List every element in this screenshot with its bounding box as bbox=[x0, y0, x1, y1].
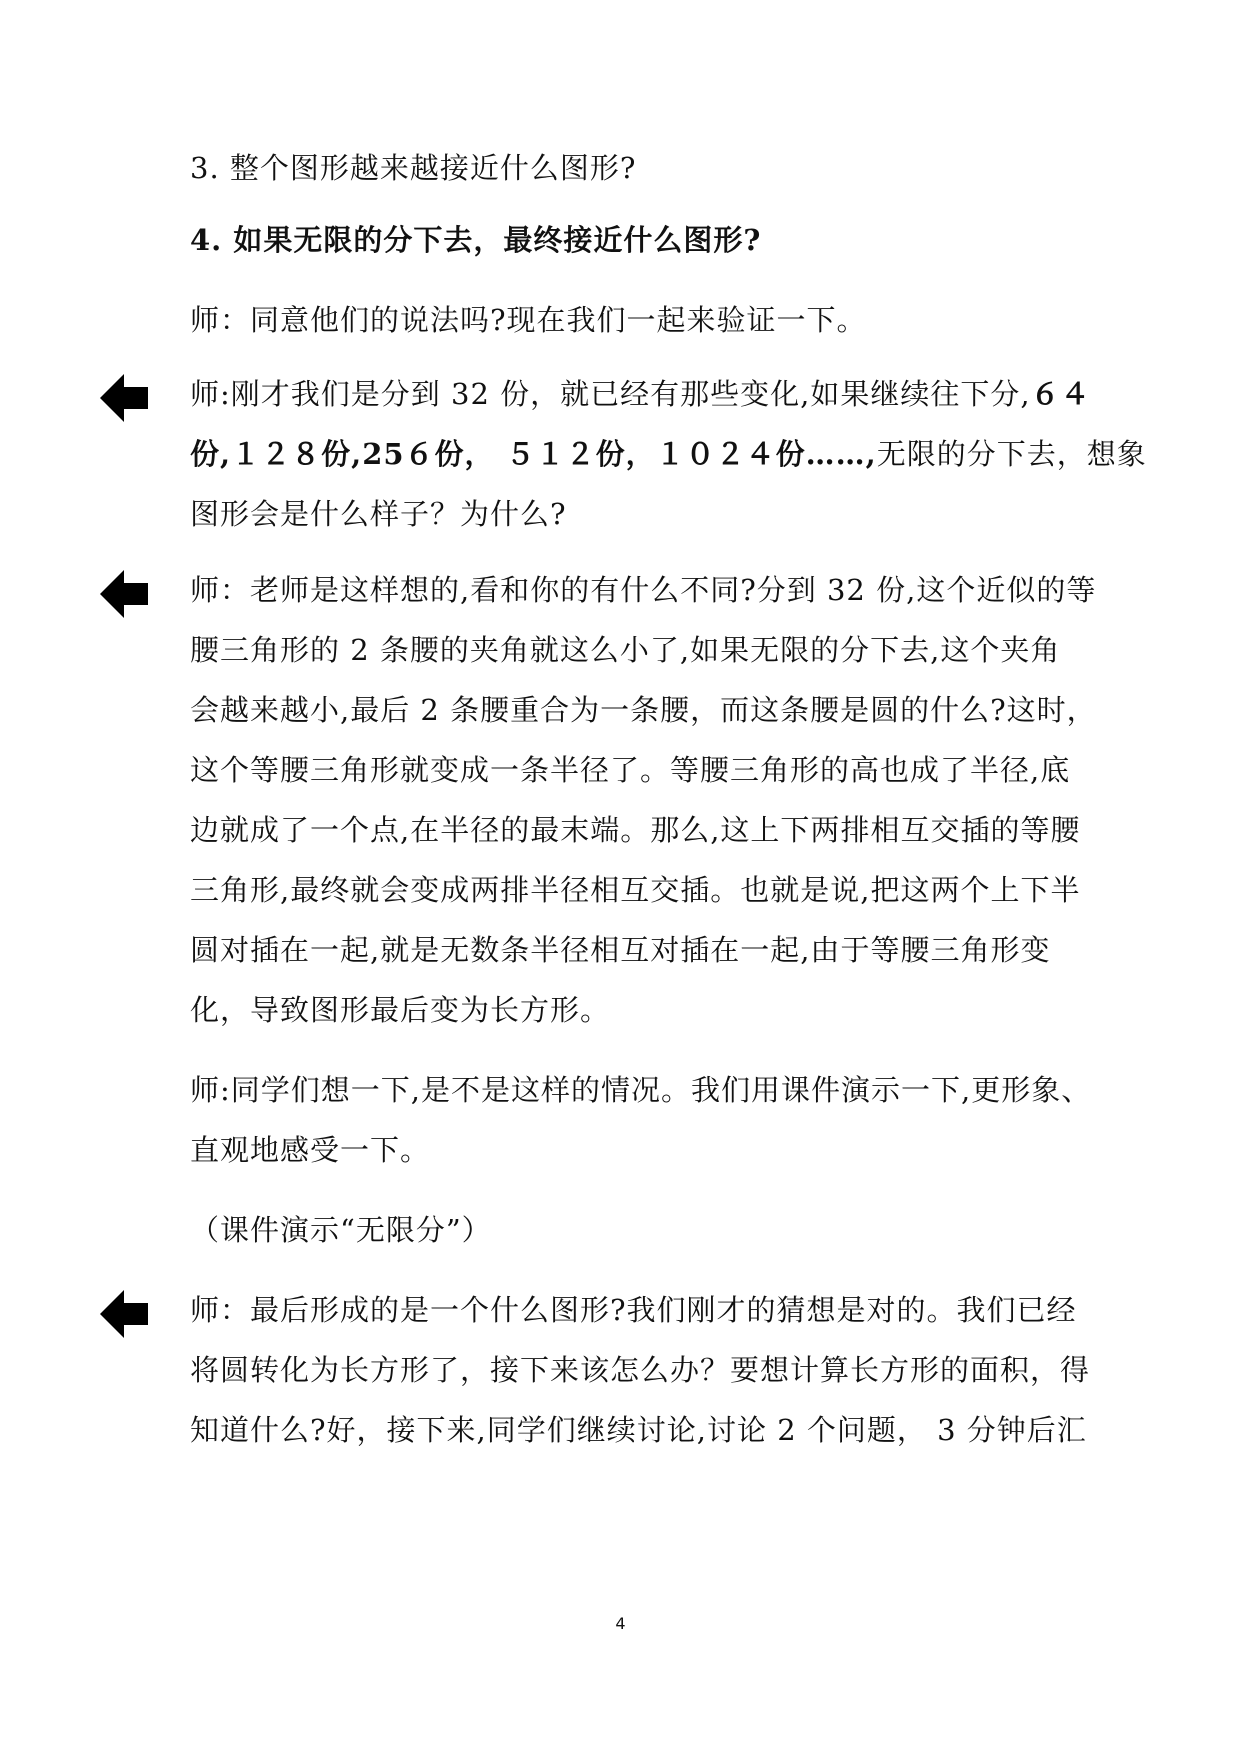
left-arrow-icon bbox=[100, 372, 148, 424]
paragraph-3-line-6: 三角形,最终就会变成两排半径相互交插。也就是说,把这两个上下半 bbox=[190, 873, 1081, 907]
paragraph-4-line-1: 师:同学们想一下,是不是这样的情况。我们用课件演示一下,更形象、 bbox=[190, 1073, 1092, 1107]
paragraph-1: 师：同意他们的说法吗?现在我们一起来验证一下。 bbox=[190, 303, 867, 337]
paragraph-3-line-1: 师：老师是这样想的,看和你的有什么不同?分到 32 份,这个近似的等 bbox=[190, 573, 1097, 607]
paragraph-3-line-7: 圆对插在一起,就是无数条半径相互对插在一起,由于等腰三角形变 bbox=[190, 933, 1051, 967]
paragraph-3-line-2: 腰三角形的 2 条腰的夹角就这么小了,如果无限的分下去,这个夹角 bbox=[190, 633, 1061, 667]
paragraph-3-line-5: 边就成了一个点,在半径的最末端。那么,这上下两排相互交插的等腰 bbox=[190, 813, 1081, 847]
left-arrow-icon bbox=[100, 1288, 148, 1340]
paragraph-3-line-4: 这个等腰三角形就变成一条半径了。等腰三角形的高也成了半径,底 bbox=[190, 753, 1071, 787]
question-4: 4. 如果无限的分下去，最终接近什么图形? bbox=[190, 223, 762, 257]
paragraph-3-line-8: 化，导致图形最后变为长方形。 bbox=[190, 993, 611, 1027]
paragraph-4-line-2: 直观地感受一下。 bbox=[190, 1133, 431, 1167]
paragraph-2-line-2-bold: 份,１２８份,25６份， ５１２份，１０２４份……, bbox=[190, 437, 877, 471]
paragraph-6-line-3: 知道什么?好，接下来,同学们继续讨论,讨论 2 个问题， 3 分钟后汇 bbox=[190, 1413, 1087, 1447]
paragraph-2-line-1 bbox=[190, 374, 1091, 414]
paragraph-2-line-1-bold: ６４ bbox=[1030, 377, 1091, 411]
paragraph-5: （课件演示“无限分”） bbox=[190, 1213, 492, 1247]
paragraph-2-line-2-text: 无限的分下去，想象 bbox=[876, 437, 1147, 471]
paragraph-6-line-1: 师：最后形成的是一个什么图形?我们刚才的猜想是对的。我们已经 bbox=[190, 1293, 1077, 1327]
paragraph-3-line-3: 会越来越小,最后 2 条腰重合为一条腰，而这条腰是圆的什么?这时， bbox=[190, 693, 1097, 727]
paragraph-2-line-1-text: 师:刚才我们是分到 32 份，就已经有那些变化,如果继续往下分, bbox=[190, 377, 1031, 411]
left-arrow-icon bbox=[100, 568, 148, 620]
paragraph-6-line-2: 将圆转化为长方形了，接下来该怎么办？要想计算长方形的面积，得 bbox=[190, 1353, 1091, 1387]
paragraph-2-line-3: 图形会是什么样子？为什么? bbox=[190, 497, 567, 531]
paragraph-2-line-2 bbox=[190, 434, 1147, 474]
question-3: 3. 整个图形越来越接近什么图形? bbox=[190, 151, 637, 185]
page-number: 4 bbox=[615, 1614, 626, 1633]
